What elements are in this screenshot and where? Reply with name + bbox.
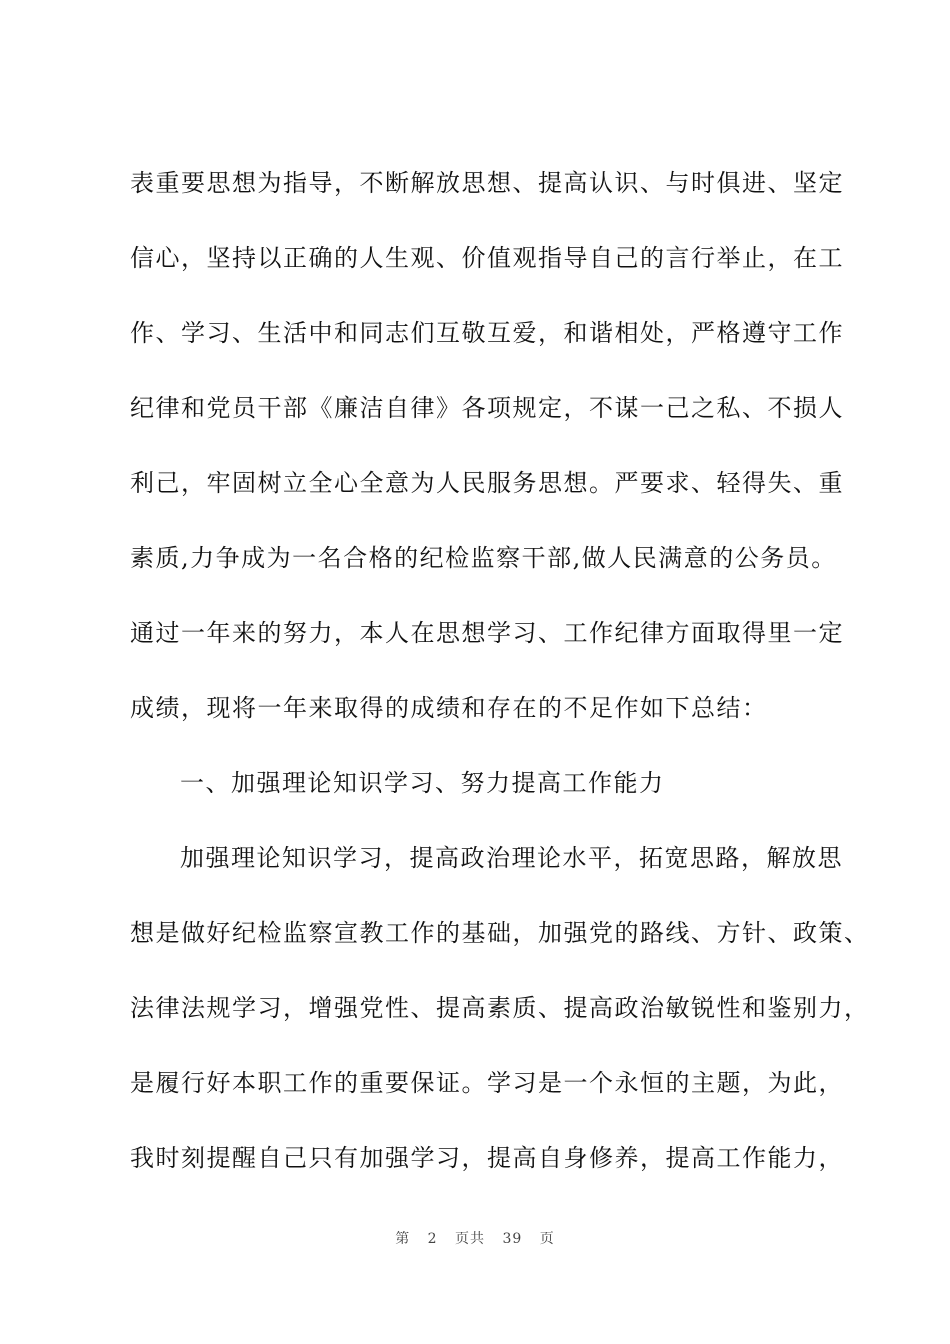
body-line-1: 表重要思想为指导，不断解放思想、提高认识、与时俱进、坚定 bbox=[130, 169, 844, 197]
body-line-13: 是履行好本职工作的重要保证。学习是一个永恒的主题，为此， bbox=[130, 1069, 844, 1097]
body-line-8: 成绩，现将一年来取得的成绩和存在的不足作如下总结： bbox=[130, 694, 768, 722]
footer-total-pages: 39 bbox=[502, 1231, 523, 1247]
body-line-3: 作、学习、生活中和同志们互敬互爱，和谐相处，严格遵守工作 bbox=[130, 319, 844, 347]
body-line-6: 素质,力争成为一名合格的纪检监察干部,做人民满意的公务员。 bbox=[130, 544, 837, 572]
body-line-14: 我时刻提醒自己只有加强学习，提高自身修养，提高工作能力， bbox=[130, 1144, 844, 1172]
page-footer bbox=[0, 1228, 950, 1248]
body-line-2: 信心，坚持以正确的人生观、价值观指导自己的言行举止，在工 bbox=[130, 244, 844, 272]
footer-suffix: 页 bbox=[539, 1231, 555, 1247]
footer-current-page: 2 bbox=[427, 1231, 438, 1247]
section-heading: 一、加强理论知识学习、努力提高工作能力 bbox=[180, 769, 665, 797]
body-line-7: 通过一年来的努力，本人在思想学习、工作纪律方面取得里一定 bbox=[130, 619, 844, 647]
body-line-11: 想是做好纪检监察宣教工作的基础，加强党的路线、方针、政策、 bbox=[130, 919, 870, 947]
footer-middle: 页共 bbox=[455, 1231, 486, 1247]
body-line-4: 纪律和党员干部《廉洁自律》各项规定，不谋一己之私、不损人 bbox=[130, 394, 844, 422]
body-line-10: 加强理论知识学习，提高政治理论水平，拓宽思路，解放思 bbox=[180, 844, 843, 872]
footer-prefix: 第 bbox=[395, 1231, 411, 1247]
body-line-5: 利己，牢固树立全心全意为人民服务思想。严要求、轻得失、重 bbox=[130, 469, 844, 497]
body-line-12: 法律法规学习，增强党性、提高素质、提高政治敏锐性和鉴别力， bbox=[130, 994, 870, 1022]
